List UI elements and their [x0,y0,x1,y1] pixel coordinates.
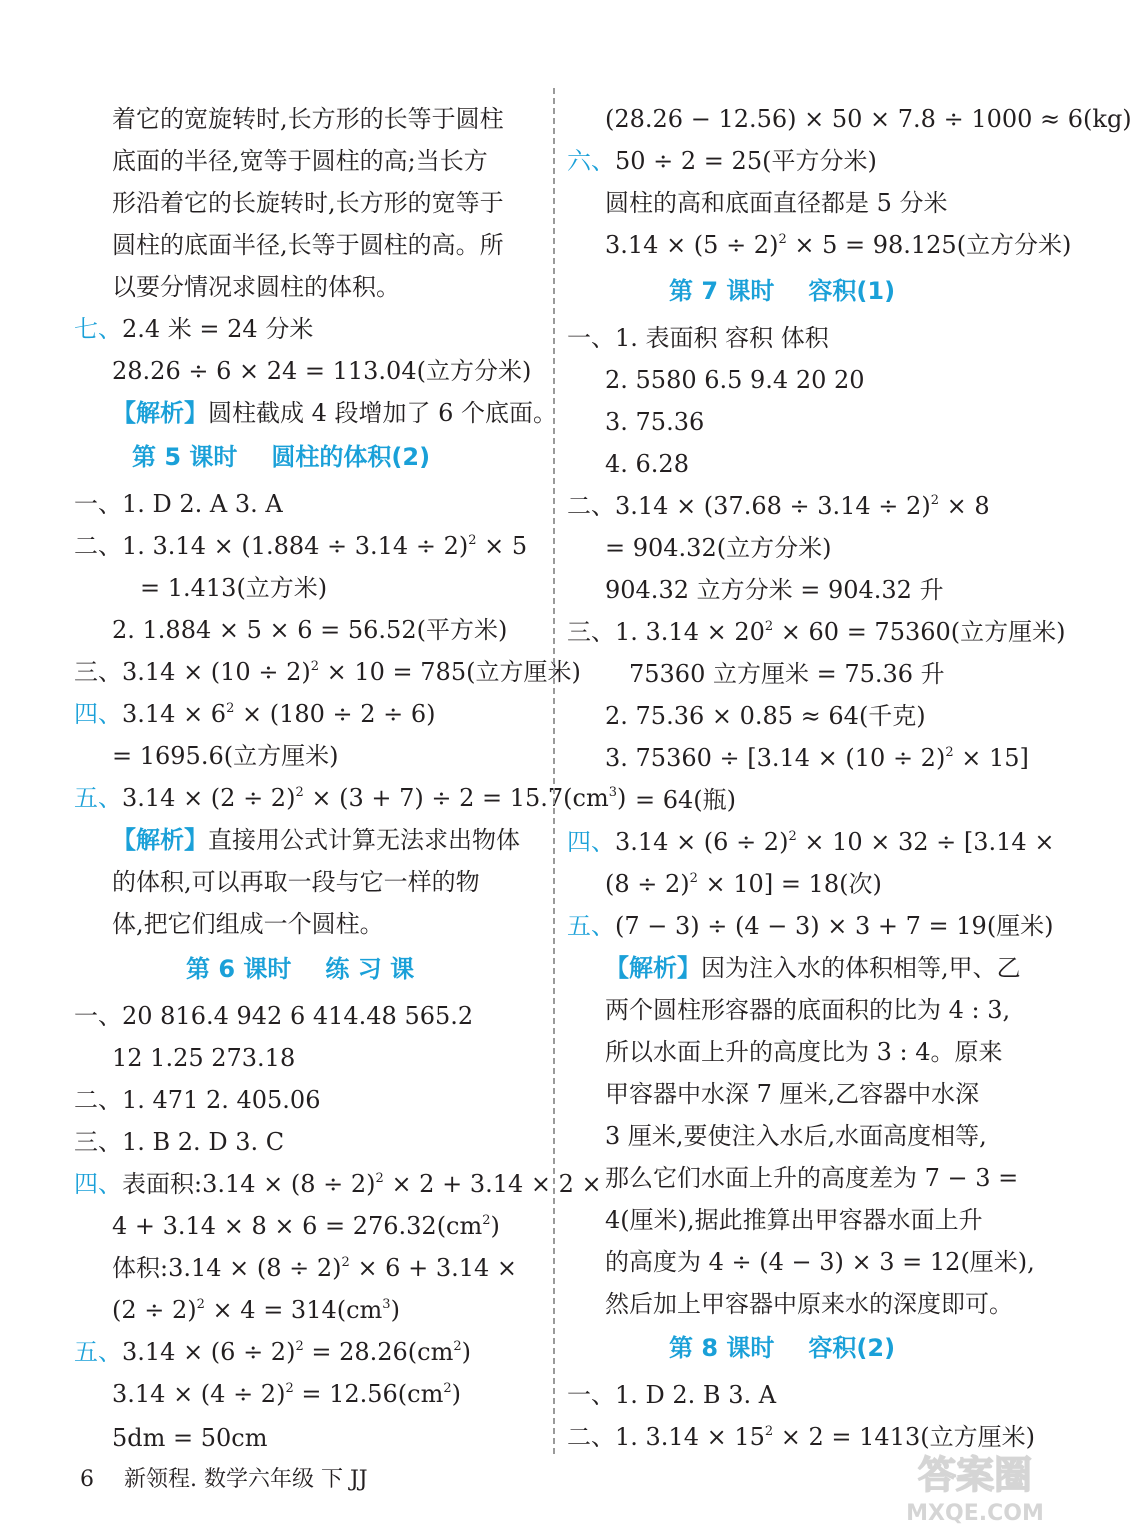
exponent: 2 [945,745,954,760]
answer-line [74,525,527,567]
answer-line [605,1115,987,1157]
exponent: 2 [764,1424,774,1439]
answer-text: 甲容器中水深 7 厘米,乙容器中水深 [605,1080,980,1108]
answer-text: = 1695.6(立方厘米) [112,742,339,770]
lesson-number: 第 8 课时 [669,1334,775,1362]
exponent: 2 [196,1297,205,1312]
answer-text: × 6 + 3.14 × [349,1254,517,1282]
answer-text: × (3 + 7) ÷ 2 = 15.7(cm [303,784,609,812]
answer-text: 4. 6.28 [605,450,689,478]
answer-text: 2.4 米 = 24 分米 [122,315,314,343]
answer-text: × 5 [476,532,528,560]
answer-text: 二、1. 3.14 × (1.884 ÷ 3.14 ÷ 2) [74,532,469,560]
answer-text: 形沿着它的长旋转时,长方形的宽等于 [112,189,504,217]
answer-line [605,1157,1018,1199]
answer-line [112,266,400,308]
answer-text: 50 ÷ 2 = 25(平方分米) [615,147,877,175]
answer-text: (7 − 3) ÷ (4 − 3) × 3 + 7 = 19(厘米) [615,912,1054,940]
answer-text: 直接用公式计算无法求出物体 [208,826,520,854]
answer-text: 两个圆柱形容器的底面积的比为 4 : 3, [605,996,1011,1024]
exponent: 3 [382,1297,391,1312]
question-marker: 六、 [567,147,615,175]
answer-text: 3 厘米,要使注入水后,水面高度相等, [605,1122,987,1150]
answer-line [605,1283,1013,1325]
answer-line [74,483,283,525]
answer-line [112,735,338,777]
question-marker: 四、 [567,828,615,856]
answer-line [74,777,626,819]
answer-line [112,1205,500,1247]
answer-text: 三、3.14 × (10 ÷ 2) [74,658,311,686]
exponent: 2 [295,785,304,800]
answer-line [74,1079,320,1121]
exponent: 2 [778,232,787,247]
lesson-title: 容积(2) [808,1334,896,1362]
answer-text: 表面积:3.14 × (8 ÷ 2) [122,1170,376,1198]
answer-line [112,392,557,434]
answer-line [605,737,1029,779]
answer-text: 三、1. 3.14 × 20 [567,618,765,646]
answer-text: = 904.32(立方分米) [605,534,832,562]
answer-text: 体积:3.14 × (8 ÷ 2) [112,1254,342,1282]
answer-line [112,609,507,651]
exponent: 2 [468,533,477,548]
answer-line [112,182,504,224]
answer-text: 4(厘米),据此推算出甲容器水面上升 [605,1206,983,1234]
answer-line [112,1373,461,1415]
exponent: 2 [285,1381,294,1396]
exponent: 2 [482,1213,491,1228]
answer-text: 75360 立方厘米 = 75.36 升 [629,660,945,688]
answer-text: 圆柱的高和底面直径都是 5 分米 [605,189,948,217]
answer-line [74,1163,602,1205]
watermark-url: MXQE.COM [906,1501,1044,1526]
answer-text: 3.14 × (5 ÷ 2) [605,231,779,259]
answer-text: 3.14 × (6 ÷ 2) [615,828,789,856]
answer-text: 的体积,可以再取一段与它一样的物 [112,868,480,896]
answer-text: 的高度为 4 ÷ (4 − 3) × 3 = 12(厘米), [605,1248,1035,1276]
answer-text: 28.26 ÷ 6 × 24 = 113.04(立方分米) [112,357,532,385]
answer-text: 因为注入水的体积相等,甲、乙 [701,954,1021,982]
section-heading [669,1327,895,1369]
answer-line [605,1031,1003,1073]
answer-line [567,821,1054,863]
answer-text: = 12.56(cm [293,1380,444,1408]
answer-line [605,1073,979,1115]
answer-line [74,693,436,735]
exponent: 2 [689,871,698,886]
answer-line [629,653,945,695]
answer-text: 3. 75.36 [605,408,705,436]
exponent: 2 [226,701,235,716]
answer-text: 一、1. D 2. B 3. A [567,1381,777,1409]
answer-text: 3. 75360 ÷ [3.14 × (10 ÷ 2) [605,744,946,772]
answer-line [74,308,313,350]
watermark-text: 答案圈 [917,1453,1033,1497]
answer-text: 一、1. D 2. A 3. A [74,490,283,518]
answer-line [605,569,944,611]
answer-text: = 1.413(立方米) [140,574,328,602]
answer-text: × 10] = 18(次) [697,870,882,898]
question-marker: 七、 [74,315,122,343]
column-divider [553,88,555,1454]
lesson-number: 第 7 课时 [669,277,775,305]
answer-text: ) [451,1380,462,1408]
book-title: 新领程. 数学六年级 下 JJ [124,1467,368,1492]
answer-text: 圆柱的底面半径,长等于圆柱的高。所 [112,231,504,259]
lesson-title: 练 习 课 [325,955,415,983]
answer-line [605,527,831,569]
lesson-number: 第 5 课时 [132,443,238,471]
lesson-title: 容积(1) [808,277,896,305]
exponent: 2 [295,1339,304,1354]
answer-text: 一、20 816.4 942 6 414.48 565.2 [74,1002,474,1030]
answer-line [605,1241,1035,1283]
answer-text: 2. 5580 6.5 9.4 20 20 [605,366,865,394]
answer-line [605,224,1071,266]
answer-text: × 2 + 3.14 × 2 × [383,1170,602,1198]
answer-text: ) [490,1212,500,1240]
answer-text: 体,把它们组成一个圆柱。 [112,910,384,938]
answer-line [605,695,926,737]
answer-line [112,1037,295,1079]
exponent: 2 [341,1255,350,1270]
answer-text: 一、1. 表面积 容积 体积 [567,324,829,352]
answer-text: 3.14 × 6 [122,700,227,728]
exponent: 2 [375,1171,384,1186]
answer-text: 5dm = 50cm [112,1424,268,1452]
answer-line [74,995,473,1037]
answer-line [567,905,1054,947]
exponent: 2 [930,493,939,508]
answer-line [567,140,877,182]
answer-line [567,317,829,359]
answer-line [112,140,488,182]
section-heading [132,436,430,478]
answer-text: 以要分情况求圆柱的体积。 [112,273,400,301]
answer-line [605,863,882,905]
answer-text: 二、1. 471 2. 405.06 [74,1086,321,1114]
answer-text: × (180 ÷ 2 ÷ 6) [234,700,436,728]
answer-text: (2 ÷ 2) [112,1296,197,1324]
answer-line [567,1374,776,1416]
answer-line [112,98,504,140]
question-marker: 四、 [74,1170,122,1198]
section-heading [186,948,414,990]
analysis-tag: 【解析】 [112,399,208,427]
answer-text: ) [461,1338,472,1366]
answer-text: × 4 = 314(cm [204,1296,383,1324]
exponent: 3 [608,785,618,800]
answer-line [74,1121,284,1163]
exponent: 2 [764,619,774,634]
answer-line [605,401,704,443]
answer-text: 二、1. 3.14 × 15 [567,1423,765,1451]
answer-line [605,182,948,224]
answer-text: 三、1. B 2. D 3. C [74,1128,285,1156]
analysis-tag: 【解析】 [112,826,208,854]
answer-line [605,989,1010,1031]
answer-text: 那么它们水面上升的高度差为 7 − 3 = [605,1164,1019,1192]
answer-text: 904.32 立方分米 = 904.32 升 [605,576,944,604]
answer-line [74,651,581,693]
answer-line [112,224,504,266]
answer-line [567,611,1066,653]
section-heading [669,270,895,312]
question-marker: 五、 [74,784,122,812]
answer-line [112,861,480,903]
answer-line [605,359,865,401]
answer-text: × 8 [938,492,990,520]
answer-text: 2. 1.884 × 5 × 6 = 56.52(平方米) [112,616,508,644]
answer-text: × 60 = 75360(立方厘米) [773,618,1066,646]
answer-line [605,1199,983,1241]
answer-text: 着它的宽旋转时,长方形的长等于圆柱 [112,105,504,133]
answer-text: 3.14 × (4 ÷ 2) [112,1380,286,1408]
exponent: 2 [310,659,319,674]
answer-text: (28.26 − 12.56) × 50 × 7.8 ÷ 1000 ≈ 6(kg) [605,105,1132,133]
answer-text: × 2 = 1413(立方厘米) [773,1423,1035,1451]
answer-line [605,947,1021,989]
answer-line [112,819,520,861]
answer-line [112,1289,400,1331]
answer-line [74,1331,471,1373]
answer-text: 4 + 3.14 × 8 × 6 = 276.32(cm [112,1212,483,1240]
analysis-tag: 【解析】 [605,954,701,982]
answer-line [112,903,384,945]
answer-line [605,443,689,485]
answer-text: 12 1.25 273.18 [112,1044,296,1072]
question-marker: 五、 [567,912,615,940]
page-number: 6 [80,1467,94,1492]
exponent: 2 [453,1339,462,1354]
answer-text: ) [617,784,627,812]
answer-text: 底面的半径,宽等于圆柱的高;当长方 [112,147,488,175]
answer-text: × 15] [953,744,1029,772]
answer-line [112,1247,517,1289]
answer-text: × 5 = 98.125(立方分米) [786,231,1072,259]
answer-text: × 10 × 32 ÷ [3.14 × [796,828,1055,856]
answer-text: 所以水面上升的高度比为 3 : 4。原来 [605,1038,1003,1066]
answer-text: = 28.26(cm [303,1338,454,1366]
answer-text: 2. 75.36 × 0.85 ≈ 64(千克) [605,702,926,730]
answer-line [112,350,531,392]
answer-line [140,567,327,609]
answer-text: 3.14 × (2 ÷ 2) [122,784,296,812]
answer-text: 圆柱截成 4 段增加了 6 个底面。 [208,399,558,427]
watermark-logo [890,1440,1060,1530]
answer-text: 3.14 × (6 ÷ 2) [122,1338,296,1366]
lesson-title: 圆柱的体积(2) [271,443,431,471]
exponent: 2 [788,829,797,844]
answer-line [605,98,1132,140]
lesson-number: 第 6 课时 [186,955,292,983]
answer-line [635,779,736,821]
answer-text: 二、3.14 × (37.68 ÷ 3.14 ÷ 2) [567,492,931,520]
answer-line [112,1417,268,1459]
answer-text: 然后加上甲容器中原来水的深度即可。 [605,1290,1013,1318]
answer-line [567,485,990,527]
page-footer [80,1460,368,1500]
answer-text: × 10 = 785(立方厘米) [319,658,581,686]
answer-text: (8 ÷ 2) [605,870,690,898]
answer-text: = 64(瓶) [635,786,737,814]
question-marker: 五、 [74,1338,122,1366]
question-marker: 四、 [74,700,122,728]
answer-text: ) [390,1296,400,1324]
exponent: 2 [443,1381,452,1396]
